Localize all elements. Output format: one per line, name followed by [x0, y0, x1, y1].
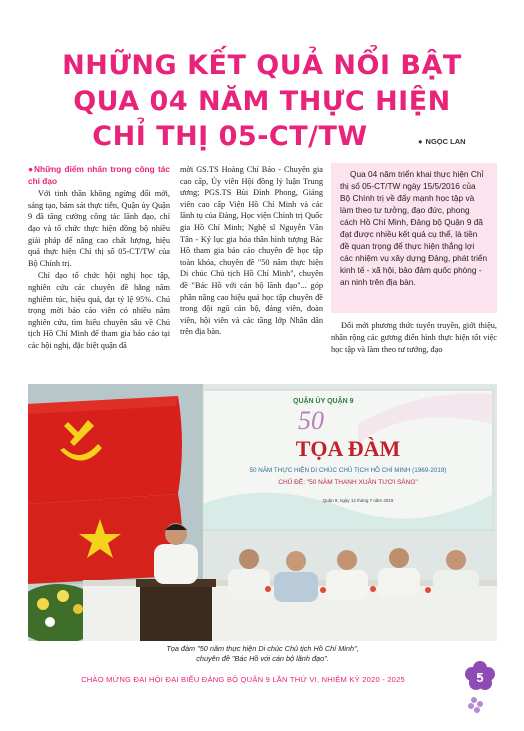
paragraph: mời GS.TS Hoàng Chí Bảo - Chuyên gia cao cấp, Ủy viên Hội đồng lý luận Trung ương; PGS.TS Bùi Đình Phong, Giảng viên cao cấp Viện Hồ Chí Minh và các lãnh tụ của Đảng, Học viện Chính trị Quốc gia Hồ Chí Minh; Nghệ sĩ Nguyễn Văn Tân - Kỷ lục gia hóa thân hình tượng Bác Hồ tham gia báo cáo chuyên đề học tập toàn khóa, chuyên đề "50 năm thực hiện Di chúc Chủ tịch Hồ Chí Minh", chuyên đề "Bác Hồ với cán bộ lãnh đạo"... góp phần nâng cao hiệu quả học tập chuyên đề trong đội ngũ cán bộ, đảng viên, đoàn viên, hội viên và các tầng lớp Nhân dân trên địa bàn.: [180, 165, 323, 337]
caption-line-1: Tọa đàm "50 năm thực hiện Di chúc Chủ tịch Hồ Chí Minh",: [166, 644, 359, 653]
event-photo: [28, 384, 497, 641]
banner-title: TỌA ĐÀM: [295, 436, 401, 461]
subheading-bullet: ●: [28, 164, 35, 174]
section-subheading: [28, 164, 170, 187]
banner-logo: 50: [298, 406, 324, 435]
article-title-line-1: NHỮNG KẾT QUẢ NỔI BẬT: [62, 50, 462, 81]
subheading-text: Những điểm nhấn trong công tác chỉ đạo: [28, 164, 171, 186]
paragraph: Với tinh thần không ngừng đổi mới, sáng tạo, bám sát thực tiễn, Quận ủy Quận 9 đã tăng cường công tác lãnh đạo, chỉ đạo và tổ chức thực hiện đồng bộ nhiều giải pháp để nâng cao chất lượng, hiệu quả thực hiện Chỉ thị số 05-CT/TW của Bộ Chính trị.: [28, 189, 170, 268]
author-bullet: ●: [418, 137, 423, 146]
article-column-3: [331, 320, 497, 356]
party-flag: [28, 396, 182, 504]
article-title-line-3: CHỈ THỊ 05-CT/TW: [92, 121, 368, 152]
photo-caption: [28, 644, 497, 664]
author-byline: [418, 137, 466, 146]
footer-slogan: CHÀO MỪNG ĐẠI HỘI ĐẠI BIỂU ĐẢNG BỘ QUẬN 9 LẦN THỨ VI, NHIỆM KỲ 2020 - 2025: [81, 675, 405, 684]
seminar-banner: [203, 390, 493, 530]
page-number: 5: [476, 670, 484, 685]
author-name: NGỌC LAN: [425, 137, 466, 146]
article-column-2: [180, 164, 323, 339]
article-title-line-2: QUA 04 NĂM THỰC HIỆN: [73, 86, 451, 117]
event-photo-illustration: [28, 384, 497, 641]
banner-theme: CHỦ ĐỀ: "50 NĂM THANH XUÂN TƯƠI SÁNG": [278, 479, 418, 486]
banner-org: QUẬN ỦY QUẬN 9: [293, 398, 354, 405]
paragraph: Chỉ đạo tổ chức hội nghị học tập, nghiên cứu các chuyên đề hằng năm nghiêm túc, hiệu quả, đạt tỷ lệ 95%. Chú trọng mời báo cáo viên có nhiều năm nghiên cứu, tìm hiểu chuyên sâu về Chủ tịch Hồ Chí Minh để tham gia báo cáo tại các hội nghị, đặc biệt quận đã: [28, 271, 170, 350]
banner-date: Quận 9, ngày 12 tháng 7 năm 2019: [322, 498, 394, 503]
summary-box: [331, 163, 497, 313]
banner-subtitle: 50 NĂM THỰC HIỆN DI CHÚC CHỦ TỊCH HỒ CHÍ MINH (1969-2019): [249, 467, 447, 474]
paragraph: Đổi mới phương thức tuyên truyền, giới thiệu, nhân rộng các gương điển hình thực hiện tốt việc học tập và làm theo tư tưởng, đạo: [331, 321, 497, 354]
article-column-1: [28, 164, 170, 353]
caption-line-2: chuyên đề "Bác Hồ với cán bộ lãnh đạo".: [196, 654, 329, 663]
podium: [136, 579, 216, 641]
summary-text: Qua 04 năm triển khai thực hiện Chỉ thị số 05-CT/TW ngày 15/5/2016 của Bộ Chính trị về đẩy mạnh học tập và làm theo tư tưởng, đạo đức, phong cách Hồ Chí Minh, Đảng bộ Quận 9 đã đạt được nhiều kết quả cụ thể, là tiền đề quan trọng để thực hiện thắng lợi các nhiệm vụ xây dựng Đảng, phát triển kinh tế - xã hội, bảo đảm quốc phòng - an ninh trên địa bàn.: [340, 169, 488, 287]
